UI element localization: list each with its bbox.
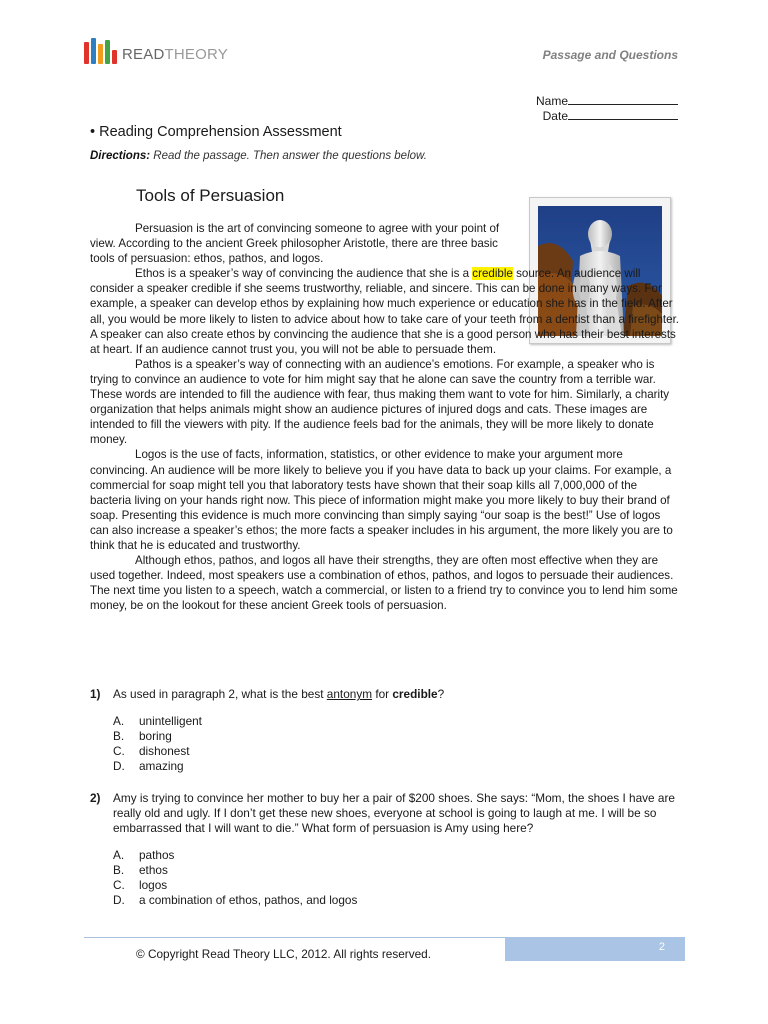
logo-book <box>84 42 89 64</box>
option-text: logos <box>139 878 168 892</box>
name-line <box>568 94 678 105</box>
passage-title: Tools of Persuasion <box>136 186 285 205</box>
passage-paragraph: Persuasion is the art of convincing someone to agree with your point of view. According to the ancient Greek philosopher Aristotle, there are three basic tools of persuasion: ethos, pathos, and logos. <box>90 222 500 266</box>
option-letter: A. <box>113 714 125 728</box>
name-date-fields <box>536 94 678 124</box>
answer-option[interactable] <box>113 893 680 908</box>
directions-text: Read the passage. Then answer the questions below. <box>150 150 427 162</box>
question-text <box>113 687 680 702</box>
question-text-part: for <box>372 687 393 701</box>
option-text: unintelligent <box>139 714 202 728</box>
logo-text <box>122 47 228 64</box>
logo-text-theory: THEORY <box>164 46 228 63</box>
option-text: dishonest <box>139 744 190 758</box>
question-text-part: ? <box>437 687 445 701</box>
option-letter: B. <box>113 863 125 877</box>
answer-options <box>113 714 680 774</box>
answer-option[interactable] <box>113 878 680 893</box>
logo-book <box>98 44 103 64</box>
option-text: amazing <box>139 759 184 773</box>
option-letter: D. <box>113 759 125 773</box>
question-text: Amy is trying to convince her mother to buy her a pair of $200 shoes. She says: “Mom, the shoes I have are really old and ugly. If I don’t get these new shoes, everyone at school is going to laugh at me. I will be so embarrassed that I will want to die.” What form of persuasion is Amy using here? <box>113 791 675 835</box>
question-2 <box>90 791 680 908</box>
passage-paragraph: Although ethos, pathos, and logos all have their strengths, they are often most effective when they are used together. Indeed, most speakers use a combination of ethos, pathos, and logos to persuade their audiences. The next time you listen to a speech, watch a commercial, or listen to a friend try to convince you to lend him some money, be on the lookout for these ancient Greek tools of persuasion. <box>90 554 678 613</box>
question-number: 2) <box>90 791 101 805</box>
option-letter: B. <box>113 729 125 743</box>
option-letter: C. <box>113 878 125 892</box>
question-text-bold: credible <box>392 687 438 701</box>
name-label: Name <box>535 94 568 108</box>
passage-paragraph: Logos is the use of facts, information, statistics, or other evidence to make your argument more convincing. An audience will be more likely to believe you if you have data to back up your claims. For example, a commercial for soap might tell you that laboratory tests have shown that their soap kills all 7,000,000 of the bacteria living on your hands right now. This piece of information might make you more likely to buy their brand of soap. Presenting this evidence is much more convincing than simply saying “our soap is the best!” Use of logos can also increase a speaker’s ethos; the more facts a speaker includes in his argument, the more likely you are to think that he is educated and trustworthy. <box>90 448 673 552</box>
question-text-part: As used in paragraph 2, what is the best <box>113 687 327 701</box>
option-text: ethos <box>139 863 168 877</box>
logo-book <box>91 38 96 64</box>
date-field[interactable] <box>536 109 678 124</box>
directions <box>90 150 427 162</box>
assessment-title: • Reading Comprehension Assessment <box>90 124 342 140</box>
answer-option[interactable] <box>113 714 680 729</box>
answer-option[interactable] <box>113 848 680 863</box>
page-number-box <box>505 937 685 961</box>
option-text: pathos <box>139 848 175 862</box>
date-line <box>568 109 678 120</box>
option-letter: A. <box>113 848 125 862</box>
page-number: 2 <box>658 941 665 953</box>
answer-option[interactable] <box>113 729 680 744</box>
copyright-notice: © Copyright Read Theory LLC, 2012. All rights reserved. <box>136 947 432 961</box>
question-text-underlined: antonym <box>326 687 373 701</box>
answer-option[interactable] <box>113 863 680 878</box>
name-field[interactable] <box>536 94 678 109</box>
option-letter: C. <box>113 744 125 758</box>
footer-divider <box>84 937 505 938</box>
answer-option[interactable] <box>113 759 680 774</box>
date-label: Date <box>542 109 568 123</box>
question-number: 1) <box>90 687 101 701</box>
passage-body <box>90 221 680 613</box>
passage-paragraph <box>90 266 680 357</box>
question-1 <box>90 687 680 774</box>
paragraph-text: Ethos is a speaker’s way of convincing the audience that she is a <box>135 267 473 281</box>
logo-book <box>105 40 110 64</box>
passage-paragraph: Pathos is a speaker’s way of connecting with an audience’s emotions. For example, a speaker who is trying to convince an audience to vote for him might say that he alone can save the country from a terrible war. These words are intended to fill the audience with fear, thus making them want to vote for him. Similarly, a charity organization that helps animals might show an audience pictures of injured dogs and cats. These images are intended to fill the viewers with pity. If the audience feels bad for the animals, they will be more likely to donate money. <box>90 357 670 447</box>
readtheory-logo <box>84 36 228 64</box>
answer-options <box>113 848 680 908</box>
directions-label: Directions: <box>90 150 151 162</box>
highlighted-word: credible <box>472 267 513 281</box>
option-text: boring <box>139 729 172 743</box>
logo-text-read: READ <box>122 46 165 63</box>
logo-book <box>112 50 117 64</box>
paragraph-text: source. An audience will consider a speaker credible if she seems trustworthy, reliable, and sincere. This can be done in many ways. For example, a speaker can develop ethos by explaining how much experience or education she has in the field. After all, you would be more likely to listen to advice about how to take care of your teeth from a dentist than a firefighter. A speaker can also create ethos by convincing the audience that she is a good person who has their best interests at heart. If an audience cannot trust you, you will not be able to persuade them. <box>90 267 680 356</box>
option-letter: D. <box>113 893 125 907</box>
header-section-title: Passage and Questions <box>542 48 678 62</box>
answer-option[interactable] <box>113 744 680 759</box>
books-logo-icon <box>84 38 117 64</box>
option-text: a combination of ethos, pathos, and logos <box>139 893 358 907</box>
